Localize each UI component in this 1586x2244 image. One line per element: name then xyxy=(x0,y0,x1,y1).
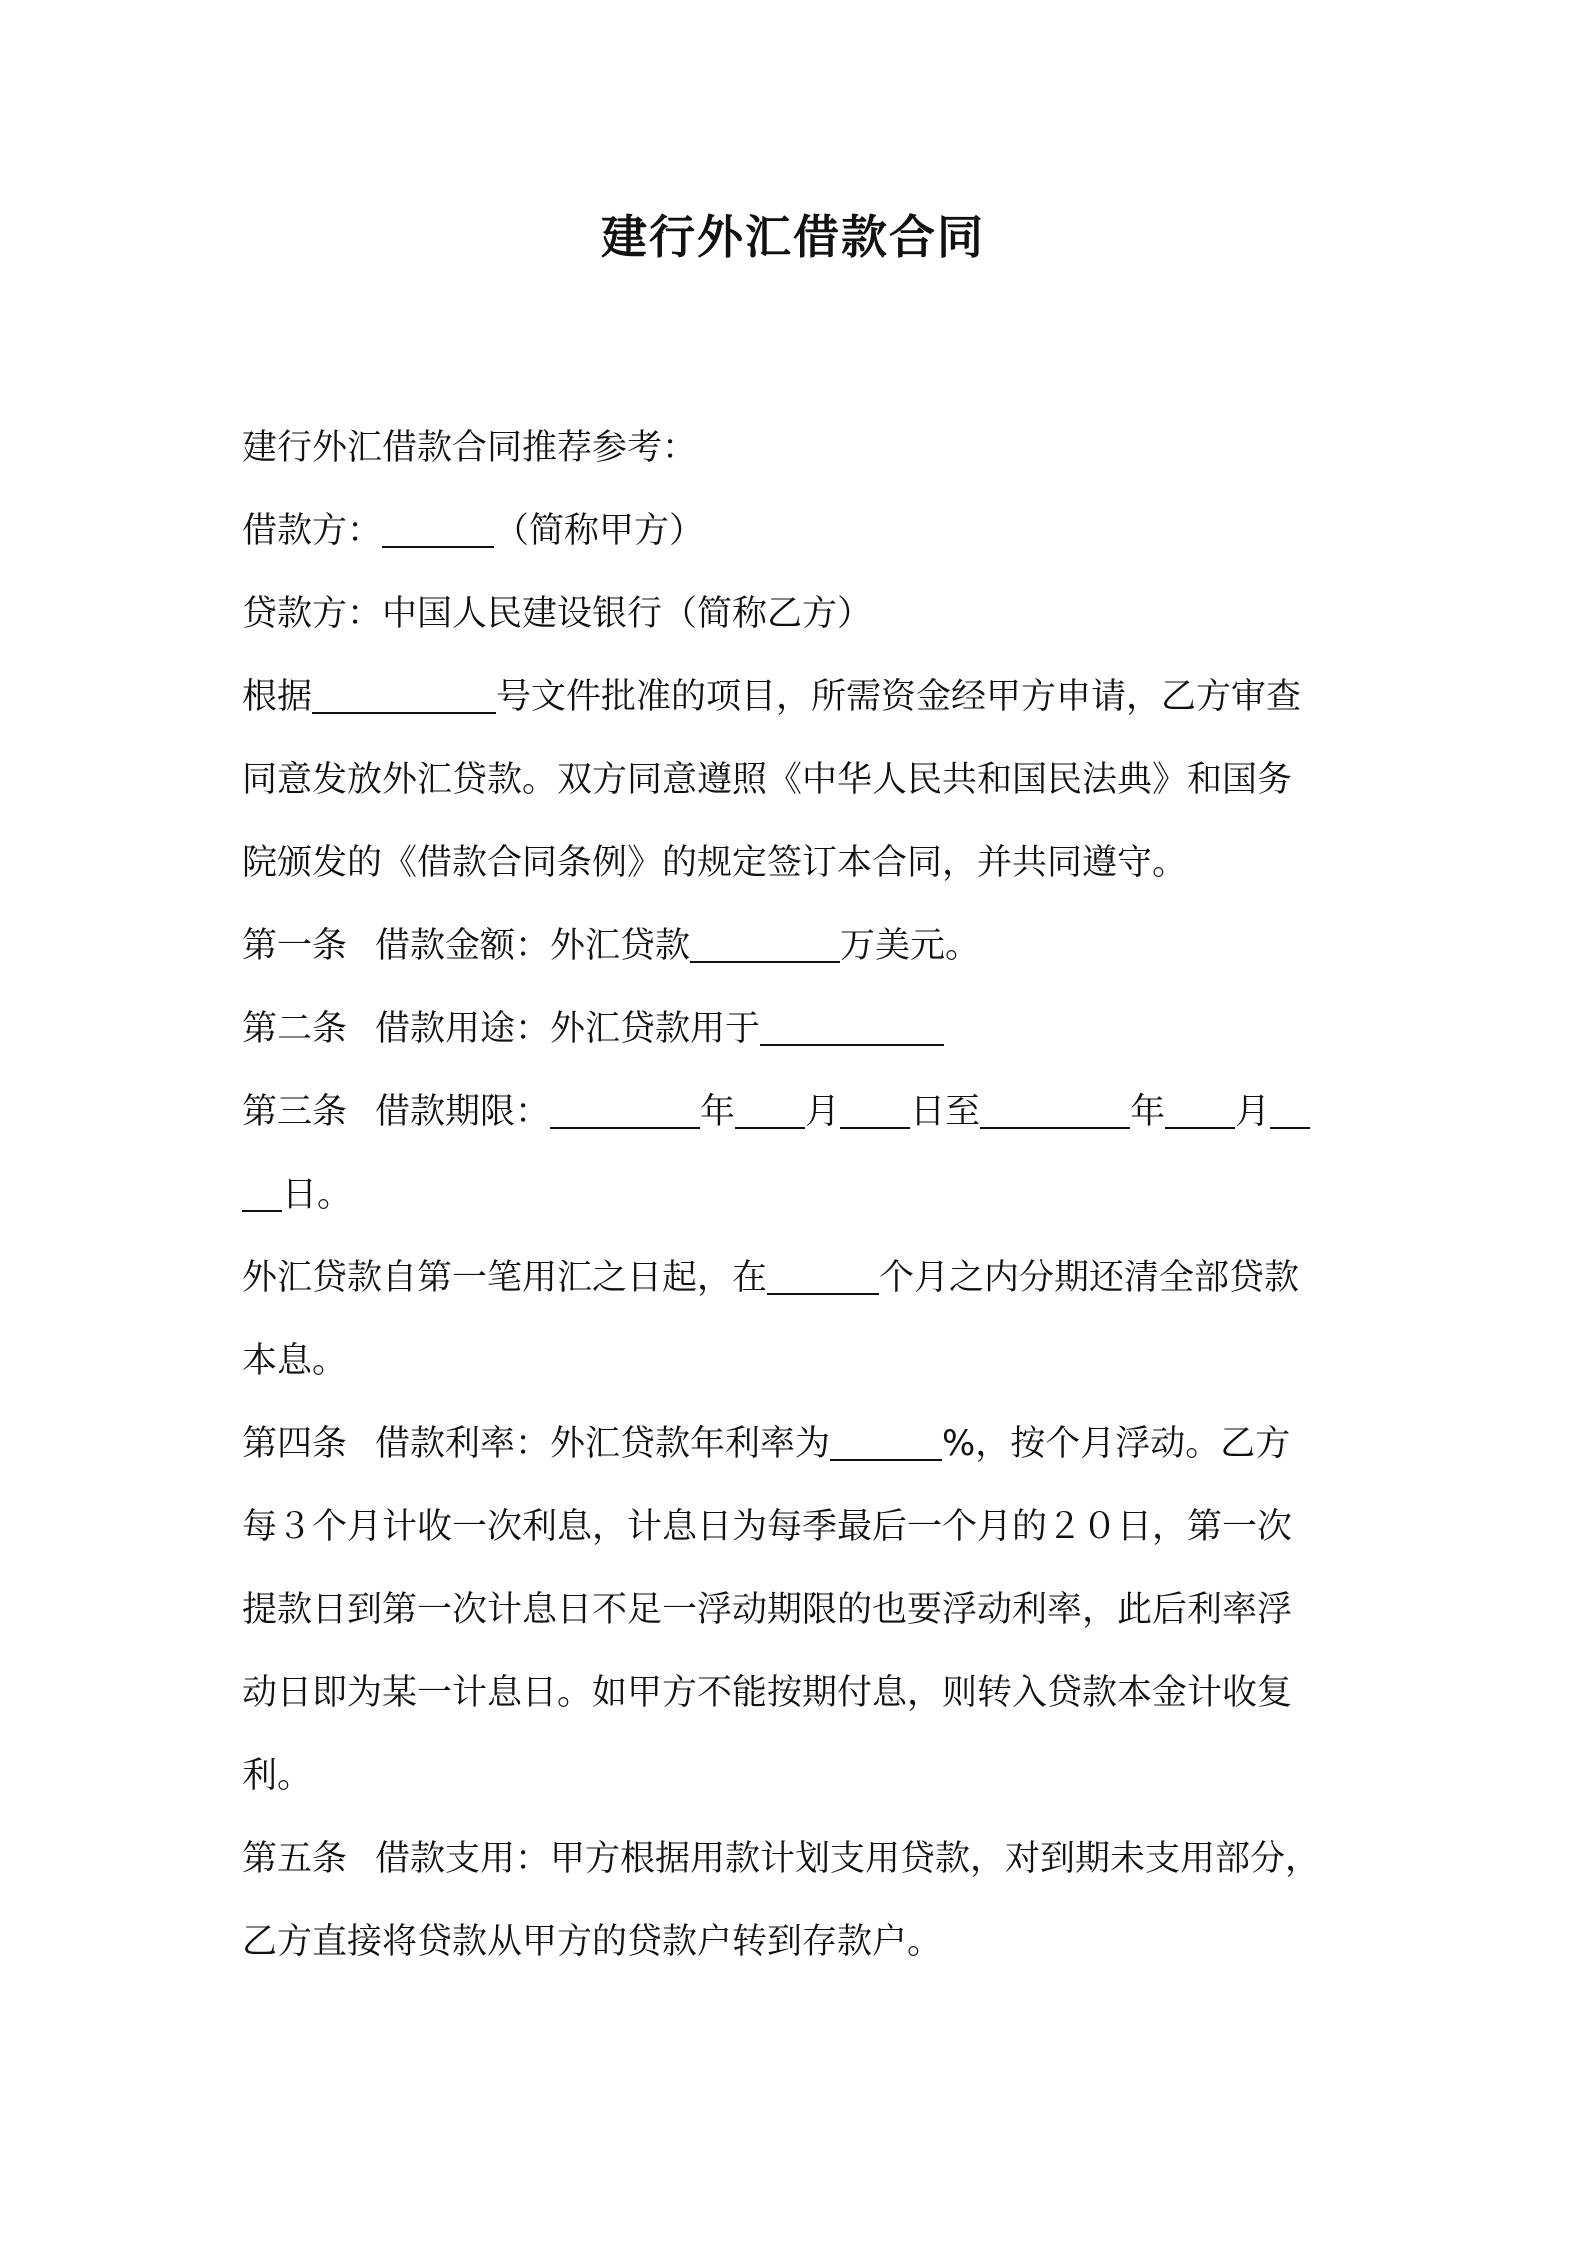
interest-rate-blank[interactable] xyxy=(830,1423,942,1461)
preamble-paragraph xyxy=(242,656,1354,905)
borrower-name-blank[interactable] xyxy=(382,510,494,548)
preamble-prefix: 根据 xyxy=(242,677,313,717)
document-body xyxy=(242,407,1354,1984)
article-2-number: 第二条 xyxy=(242,1009,348,1049)
document-number-blank[interactable] xyxy=(312,676,496,714)
repayment-paragraph xyxy=(242,1237,1354,1403)
article-5-number: 第五条 xyxy=(242,1839,348,1879)
article-4-number: 第四条 xyxy=(242,1424,348,1464)
end-year-unit: 年 xyxy=(1130,1092,1166,1132)
end-year-blank[interactable] xyxy=(980,1091,1130,1129)
end-month-blank[interactable] xyxy=(1165,1091,1235,1129)
loan-purpose-blank[interactable] xyxy=(760,1008,944,1046)
article-4-line5: 利。 xyxy=(242,1756,313,1796)
end-day-blank-part2[interactable] xyxy=(242,1174,282,1212)
article-4-label: 借款利率：外汇贷款年利率为 xyxy=(375,1424,831,1464)
article-3-number: 第三条 xyxy=(242,1092,348,1132)
article-1-label: 借款金额：外汇贷款 xyxy=(375,926,691,966)
intro-line: 建行外汇借款合同推荐参考： xyxy=(242,428,698,468)
article-1 xyxy=(242,905,1354,988)
article-4-pct-suffix: %，按个月浮动。乙方 xyxy=(942,1424,1291,1464)
preamble-line1-rest: 号文件批准的项目，所需资金经甲方申请，乙方审查 xyxy=(496,677,1302,717)
end-day-blank-part1[interactable] xyxy=(1270,1091,1310,1129)
start-year-blank[interactable] xyxy=(550,1091,700,1129)
borrower-line xyxy=(242,490,1354,573)
article-4-line3: 提款日到第一次计息日不足一浮动期限的也要浮动利率，此后利率浮 xyxy=(242,1590,1293,1630)
article-4 xyxy=(242,1403,1354,1818)
article-4-line4: 动日即为某一计息日。如甲方不能按期付息，则转入贷款本金计收复 xyxy=(242,1673,1293,1713)
article-5-label: 借款支用：甲方根据用款计划支用贷款，对到期未支用部分， xyxy=(375,1839,1321,1879)
preamble-line3: 院颁发的《借款合同条例》的规定签订本合同，并共同遵守。 xyxy=(242,843,1188,883)
start-day-blank[interactable] xyxy=(840,1091,910,1129)
borrower-suffix: （简称甲方） xyxy=(494,511,705,551)
article-2-label: 借款用途：外汇贷款用于 xyxy=(375,1009,761,1049)
repayment-prefix: 外汇贷款自第一笔用汇之日起，在 xyxy=(242,1258,768,1298)
end-month-unit: 月 xyxy=(1235,1092,1271,1132)
article-5-line2: 乙方直接将贷款从甲方的贷款户转到存款户。 xyxy=(242,1922,943,1962)
end-day-unit: 日。 xyxy=(282,1175,353,1215)
repayment-line2: 本息。 xyxy=(242,1341,348,1381)
article-1-suffix: 万美元。 xyxy=(840,926,981,966)
borrower-label: 借款方： xyxy=(242,511,383,551)
start-month-blank[interactable] xyxy=(735,1091,805,1129)
start-year-unit: 年 xyxy=(700,1092,736,1132)
repayment-suffix: 个月之内分期还清全部贷款 xyxy=(879,1258,1300,1298)
preamble-line2: 同意发放外汇贷款。双方同意遵照《中华人民共和国民法典》和国务 xyxy=(242,760,1293,800)
article-5 xyxy=(242,1818,1354,1984)
article-1-number: 第一条 xyxy=(242,926,348,966)
loan-amount-blank[interactable] xyxy=(690,925,840,963)
article-3-label: 借款期限： xyxy=(375,1092,551,1132)
document-title: 建行外汇借款合同 xyxy=(601,210,985,264)
article-3 xyxy=(242,1071,1354,1237)
lender-line: 贷款方：中国人民建设银行（简称乙方） xyxy=(242,594,873,634)
start-month-unit: 月 xyxy=(805,1092,841,1132)
article-4-line2: 每３个月计收一次利息，计息日为每季最后一个月的２０日，第一次 xyxy=(242,1507,1293,1547)
start-day-to: 日至 xyxy=(910,1092,981,1132)
repayment-months-blank[interactable] xyxy=(767,1257,879,1295)
article-2 xyxy=(242,988,1354,1071)
